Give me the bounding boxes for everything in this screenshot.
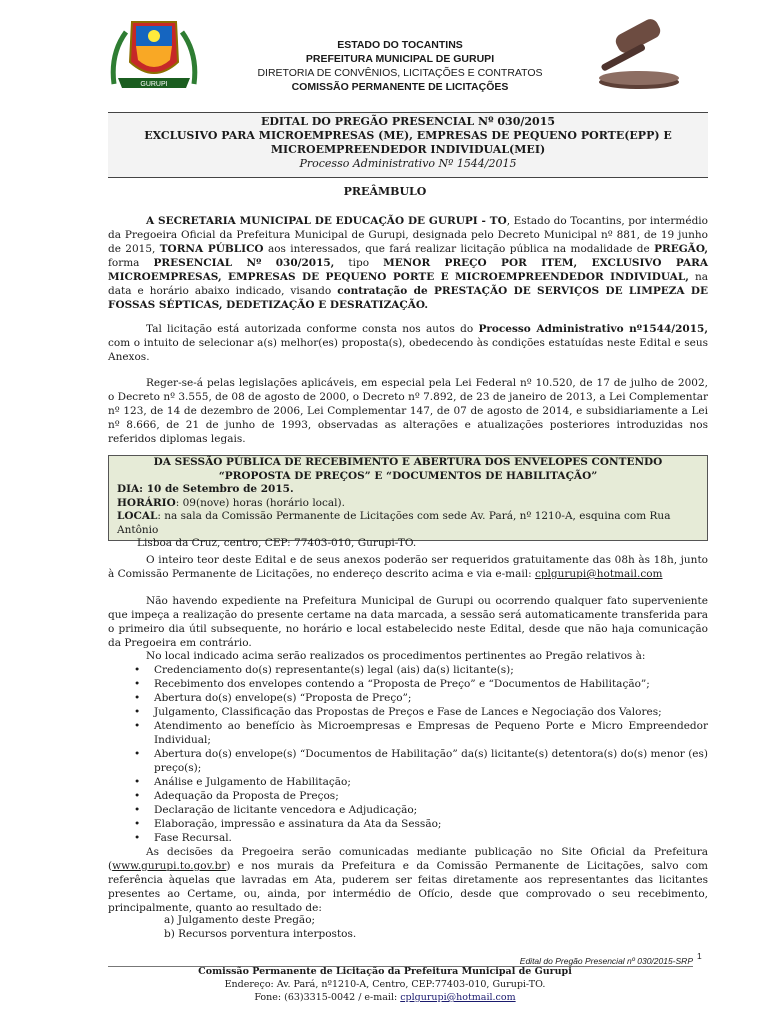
edital-title-box	[108, 112, 708, 178]
session-heading-1: DA SESSÃO PÚBLICA DE RECEBIMENTO E ABERTURA DOS ENVELOPES CONTENDO	[153, 456, 663, 468]
session-place: LOCAL: na sala da Comissão Permanente de Licitações com sede Av. Pará, nº 1210-A, esquina com Rua Antônio	[117, 510, 671, 536]
footer-address: Endereço: Av. Pará, nº1210-A, Centro, CEP:77403-010, Gurupi-TO.	[224, 979, 546, 990]
body-paragraph-procedures: No local indicado acima serão realizados os procedimentos pertinentes ao Pregão relativos à:	[146, 650, 646, 662]
edital-subtitle-1: EXCLUSIVO PARA MICROEMPRESAS (ME), EMPRESAS DE PEQUENO PORTE(EPP) E	[144, 129, 672, 142]
session-time: HORÁRIO: 09(nove) horas (horário local).	[117, 496, 345, 509]
list-item: b) Recursos porventura interpostos.	[164, 928, 357, 940]
document-header	[0, 0, 770, 112]
list-item: • Abertura do(s) envelope(s) “Proposta de Preço”;	[130, 691, 708, 705]
result-items	[164, 913, 356, 941]
commission-name: COMISSÃO PERMANENTE DE LICITAÇÕES	[291, 81, 509, 93]
list-item: • Fase Recursal.	[130, 831, 708, 845]
process-number: Processo Administrativo Nº 1544/2015	[299, 157, 517, 170]
municipal-crest-icon	[108, 14, 200, 94]
list-item: a) Julgamento deste Pregão;	[164, 914, 316, 926]
crest-label: GURUPI	[140, 81, 168, 88]
list-item: • Recebimento dos envelopes contendo a “Proposta de Preço” e “Documentos de Habilitação”;	[130, 677, 708, 691]
list-item: • Declaração de licitante vencedora e Adjudicação;	[130, 803, 708, 817]
procedures-list	[130, 663, 708, 845]
session-heading-2: “PROPOSTA DE PREÇOS” E “DOCUMENTOS DE HABILITAÇÃO”	[218, 469, 598, 482]
body-paragraph-request: O inteiro teor deste Edital e de seus anexos poderão ser requeridos gratuitamente das 08h às 18h, junto à Comissão Permanente de Licitações, no endereço descrito acima e via e-mail: cplgurupi@hotmail.com	[108, 554, 708, 580]
footer-contact: Fone: (63)3315-0042 / e-mail: cplgurupi@hotmail.com	[254, 992, 516, 1003]
list-item: • Elaboração, impressão e assinatura da Ata da Sessão;	[130, 817, 708, 831]
list-item: • Análise e Julgamento de Habilitação;	[130, 775, 708, 789]
list-item: • Julgamento, Classificação das Propostas de Preços e Fase de Lances e Negociação dos Valores;	[130, 705, 708, 719]
session-place-2: Lisboa da Cruz, centro, CEP: 77403-010, Gurupi-TO.	[137, 537, 417, 549]
footer-commission: Comissão Permanente de Licitação da Prefeitura Municipal de Gurupi	[198, 966, 572, 977]
edital-subtitle-2: MICROEMPREENDEDOR INDIVIDUAL(MEI)	[270, 143, 546, 156]
list-item: • Atendimento ao benefício às Microempresas e Empresas de Pequeno Porte e Micro Empreendedor Individual;	[130, 719, 708, 747]
state-name: ESTADO DO TOCANTINS	[337, 39, 463, 51]
footer-reference: Edital do Pregão Presencial nº 030/2015-SRP	[108, 956, 693, 967]
session-date: DIA: 10 de Setembro de 2015.	[117, 483, 294, 495]
edital-title: EDITAL DO PREGÃO PRESENCIAL Nº 030/2015	[261, 115, 555, 128]
document-footer	[0, 965, 770, 1004]
footer-email-link[interactable]: cplgurupi@hotmail.com	[400, 992, 516, 1003]
list-item: • Credenciamento do(s) representante(s) legal (ais) da(s) licitante(s);	[130, 663, 708, 677]
preamble-heading: PREÂMBULO	[343, 185, 427, 198]
gavel-icon	[585, 12, 685, 92]
list-item: • Adequação da Proposta de Preços;	[130, 789, 708, 803]
prefecture-name: PREFEITURA MUNICIPAL DE GURUPI	[305, 53, 495, 65]
directorate-name: DIRETORIA DE CONVÊNIOS, LICITAÇÕES E CONTRATOS	[257, 67, 543, 79]
preamble-paragraph-3: Reger-se-á pelas legislações aplicáveis, em especial pela Lei Federal nº 10.520, de 17 de julho de 2002, o Decreto nº 3.555, de 08 de agosto de 2000, o Decreto nº 7.892, de 23 de janeiro de 2013, a Lei Complementar nº 123, de 14 de dezembro de 2006, Lei Complementar 147, de 07 de agosto de 2014, e subsidiariamente a Lei nº 8.666, de 21 de junho de 1993, observadas as alterações e atualizações posteriores introduzidas nos referidos diplomas legais.	[108, 377, 708, 445]
list-item: • Abertura do(s) envelope(s) “Documentos de Habilitação” da(s) licitante(s) detentora(s) do(s) menor (es) preço(s);	[130, 747, 708, 775]
body-paragraph-decisions: As decisões da Pregoeira serão comunicadas mediante publicação no Site Oficial da Prefeitura (www.gurupi.to.gov.br) e nos murais da Prefeitura e da Comissão Permanente de Licitações, salvo com referência àquelas que lavradas em Ata, puderem ser feitas diretamente aos representantes das licitantes presentes ao Certame, ou, ainda, por intermédio de Ofício, desde que comprovado o seu recebimento, principalmente, quanto ao resultado de:	[108, 846, 708, 914]
body-paragraph-no-expedient: Não havendo expediente na Prefeitura Municipal de Gurupi ou ocorrendo qualquer fato superveniente que impeça a realização do presente certame na data marcada, a sessão será automaticamente transferida para o primeiro dia útil subsequente, no horário e local estabelecido neste Edital, desde que não haja comunicação da Pregoeira em contrário.	[108, 595, 708, 649]
preamble-paragraph-1: A SECRETARIA MUNICIPAL DE EDUCAÇÃO DE GURUPI - TO, Estado do Tocantins, por intermédio da Pregoeira Oficial da Prefeitura Municipal de Gurupi, designada pelo Decreto Municipal nº 881, de 19 junho de 2015, TORNA PÚBLICO aos interessados, que fará realizar licitação pública na modalidade de PREGÃO, forma PRESENCIAL Nº 030/2015, tipo MENOR PREÇO POR ITEM, EXCLUSIVO PARA MICROEMPRESAS, EMPRESAS DE PEQUENO PORTE E MICROEMPREENDEDOR INDIVIDUAL, na data e horário abaixo indicado, visando contratação de PRESTAÇÃO DE SERVIÇOS DE LIMPEZA DE FOSSAS SÉPTICAS, DEDETIZAÇÃO E DESRATIZAÇÃO.	[108, 215, 709, 311]
preamble-paragraph-2: Tal licitação está autorizada conforme consta nos autos do Processo Administrativo nº1544/2015, com o intuito de selecionar a(s) melhor(es) proposta(s), obedecendo às condições estatuídas neste Edital e seus Anexos.	[108, 323, 708, 363]
session-info-box	[108, 455, 708, 549]
prefecture-site-link[interactable]: www.gurupi.to.gov.br	[112, 860, 227, 872]
contact-email-link[interactable]: cplgurupi@hotmail.com	[534, 568, 663, 580]
page-number: 1	[697, 951, 702, 961]
